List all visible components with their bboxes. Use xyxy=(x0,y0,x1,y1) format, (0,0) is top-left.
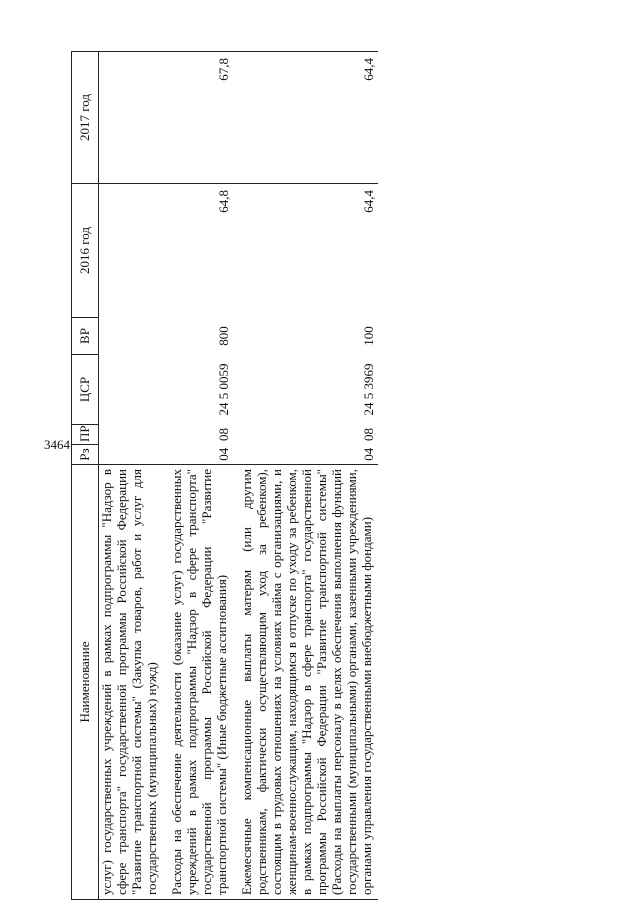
row-csr: 24 5 0059 xyxy=(216,363,231,416)
header-name: Наименование xyxy=(72,465,99,900)
row-2016: 64,8 xyxy=(163,184,233,318)
row-2016: 64,4 xyxy=(233,184,378,318)
row-vr xyxy=(99,318,164,355)
row-name: услуг) государственных учреждений в рамках подпрограммы "Надзор в сфере транспорта" государственной программы Российской Федерации "Развитие транспортной системы" (Закупка товаров, работ и услуг для государственных (муниципальных) нужд) xyxy=(99,465,164,900)
header-rz: Рз xyxy=(72,445,99,465)
row-2016 xyxy=(99,184,164,318)
row-name: Ежемесячные компенсационные выплаты матерям (или другим родственникам, фактически осуществляющим уход за ребенком), состоящим в трудовых отношениях на условиях найма с организациями, и женщинам-военнослужащим, находящимся в отпуске по уходу за ребенком, в рамках подпрограммы "Надзор в сфере транспорта" государственной программы Российской Федерации "Развитие транспортной системы" (Расходы на выплаты персоналу в целях обеспечения выполнения функций государственными (муниципальными) органами, казенными учреждениями, органами управления государственными внебюджетными фондами) xyxy=(233,465,378,900)
row-name: Расходы на обеспечение деятельности (оказание услуг) государственных учреждений в рамках подпрограммы "Надзор в сфере транспорта" государственной программы Российской Федерации "Развитие транспортной системы" (Иные бюджетные ассигнования) xyxy=(163,465,233,900)
row-2017 xyxy=(99,52,164,184)
header-pr: ПР xyxy=(72,425,99,445)
row-pr: 08 xyxy=(361,428,376,441)
row-vr: 100 xyxy=(361,326,376,346)
budget-table xyxy=(71,51,378,900)
header-csr: ЦСР xyxy=(72,355,99,425)
row-pr xyxy=(99,425,164,445)
header-2016: 2016 год xyxy=(72,184,99,318)
row-rz xyxy=(99,445,164,465)
row-pr: 08 xyxy=(216,428,231,441)
table-row xyxy=(99,52,164,900)
row-2017: 67,8 xyxy=(163,52,233,184)
header-vr: ВР xyxy=(72,318,99,355)
row-csr: 24 5 3969 xyxy=(361,363,376,416)
page-number: 3464 xyxy=(44,437,70,452)
row-csr xyxy=(99,355,164,425)
row-rz: 04 xyxy=(216,447,231,461)
table-row xyxy=(233,52,378,900)
header-2017: 2017 год xyxy=(72,52,99,184)
table-row xyxy=(163,52,233,900)
budget-table-sheet xyxy=(71,52,596,900)
row-2017: 64,4 xyxy=(233,52,378,184)
table-header-row xyxy=(72,52,99,900)
row-vr: 800 xyxy=(216,326,231,346)
row-rz: 04 xyxy=(361,447,376,461)
